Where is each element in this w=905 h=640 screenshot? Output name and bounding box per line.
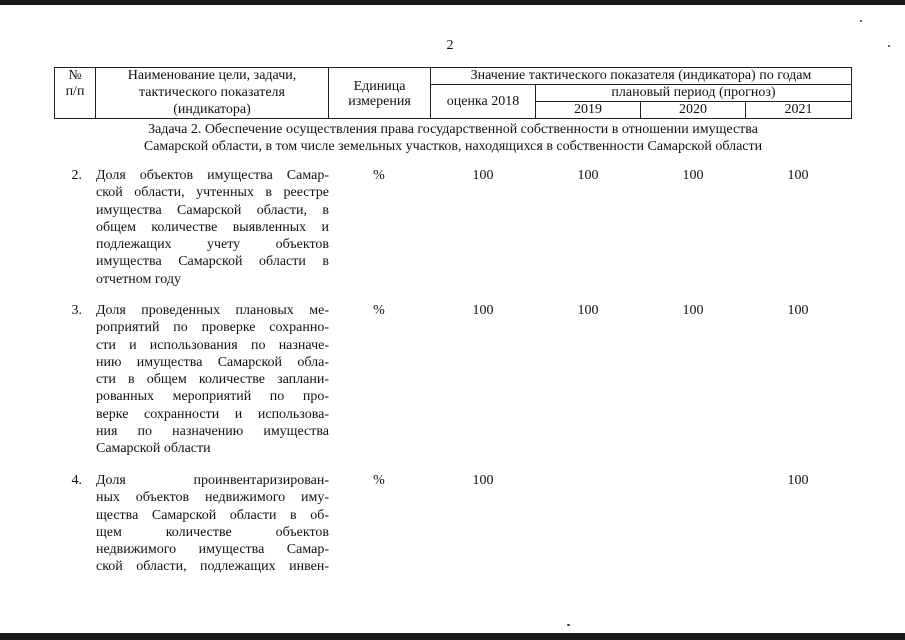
page-number: 2 — [446, 38, 454, 53]
indicator-name-line: подлежащих учету объектов — [96, 237, 329, 253]
value-2018: 100 — [472, 168, 494, 183]
col-values-header: Значение тактического показателя (индикатора) по годам — [470, 68, 812, 83]
indicator-name-line: Доля объектов имущества Самар- — [96, 168, 329, 183]
scan-top-border — [0, 0, 905, 5]
col-year-2021-header: 2021 — [784, 102, 813, 117]
indicator-name-line: общем количестве выявленных и — [96, 219, 329, 235]
indicator-name-line: ния по назначению имущества — [96, 424, 329, 440]
indicator-name-line: отчетном году — [96, 271, 182, 287]
scan-bottom-border — [0, 633, 905, 640]
indicator-name-line: сти и использования по назначе- — [96, 337, 329, 353]
indicator-name-line: ской области, учтенных в реестре — [96, 185, 329, 201]
col-plan-period-header: плановый период (прогноз) — [611, 85, 776, 100]
indicator-name-line: Доля проведенных плановых ме- — [96, 303, 329, 318]
value-2021: 100 — [787, 303, 809, 318]
unit-cell: % — [373, 303, 385, 318]
scan-speck — [888, 45, 890, 47]
indicator-name-line: верке сохранности и использова- — [96, 406, 329, 422]
indicator-name-line: Самарской области — [96, 441, 211, 457]
indicator-name — [96, 472, 329, 576]
value-2020: 100 — [682, 168, 704, 183]
col-name-header-line2: тактического показателя — [139, 85, 285, 100]
indicator-name-line: щем количестве объектов — [96, 524, 329, 540]
col-unit-header-line2: измерения — [348, 94, 411, 109]
indicator-name — [96, 302, 329, 458]
scan-speck — [567, 624, 570, 626]
unit-cell: % — [373, 473, 385, 488]
value-2018: 100 — [472, 473, 494, 488]
value-2020: 100 — [682, 303, 704, 318]
unit-cell: % — [373, 168, 385, 183]
task-title-line1: Задача 2. Обеспечение осуществления права государственной собственности в отношении имущества — [148, 122, 758, 137]
indicator-name — [96, 167, 329, 288]
task-title-line2: Самарской области, в том числе земельных участков, находящихся в собственности Самарской области — [143, 139, 763, 154]
value-2021: 100 — [787, 473, 809, 488]
task-title — [54, 121, 852, 155]
indicator-name-line: имущества Самарской области в — [96, 254, 329, 270]
col-name-header-line1: Наименование цели, задачи, — [127, 68, 297, 83]
indicator-name-line: ской области, подлежащих инвен- — [96, 559, 329, 575]
col-year-2020-header: 2020 — [679, 102, 707, 117]
indicator-name-line: Доля проинвентаризирован- — [96, 473, 329, 488]
indicator-name-line: щества Самарской области в об- — [96, 507, 329, 523]
col-num-header-line1: № — [68, 68, 82, 83]
col-year-2019-header: 2019 — [574, 102, 602, 117]
row-number: 4. — [71, 473, 82, 488]
indicator-name-line: роприятий по проверке сохранно- — [96, 320, 329, 336]
indicator-name-line: сти в общем количестве заплани- — [96, 372, 329, 388]
indicator-name-line: нию имущества Самарской обла- — [96, 354, 329, 370]
indicator-name-line: недвижимого имущества Самар- — [96, 542, 329, 558]
row-number: 2. — [71, 168, 82, 183]
col-estimate-header: оценка 2018 — [446, 94, 520, 109]
scan-speck — [860, 20, 862, 22]
col-unit-header-line1: Единица — [353, 79, 406, 94]
value-2019: 100 — [577, 303, 599, 318]
table-header — [54, 67, 852, 119]
value-2019: 100 — [577, 168, 599, 183]
indicator-name-line: имущества Самарской области, в — [96, 202, 329, 218]
col-name-header-line3: (индикатора) — [173, 102, 251, 117]
row-number: 3. — [71, 303, 82, 318]
value-2021: 100 — [787, 168, 809, 183]
indicator-name-line: рованных мероприятий по про- — [96, 389, 329, 405]
indicator-name-line: ных объектов недвижимого иму- — [96, 490, 329, 506]
value-2018: 100 — [472, 303, 494, 318]
col-num-header-line2: п/п — [65, 84, 85, 99]
